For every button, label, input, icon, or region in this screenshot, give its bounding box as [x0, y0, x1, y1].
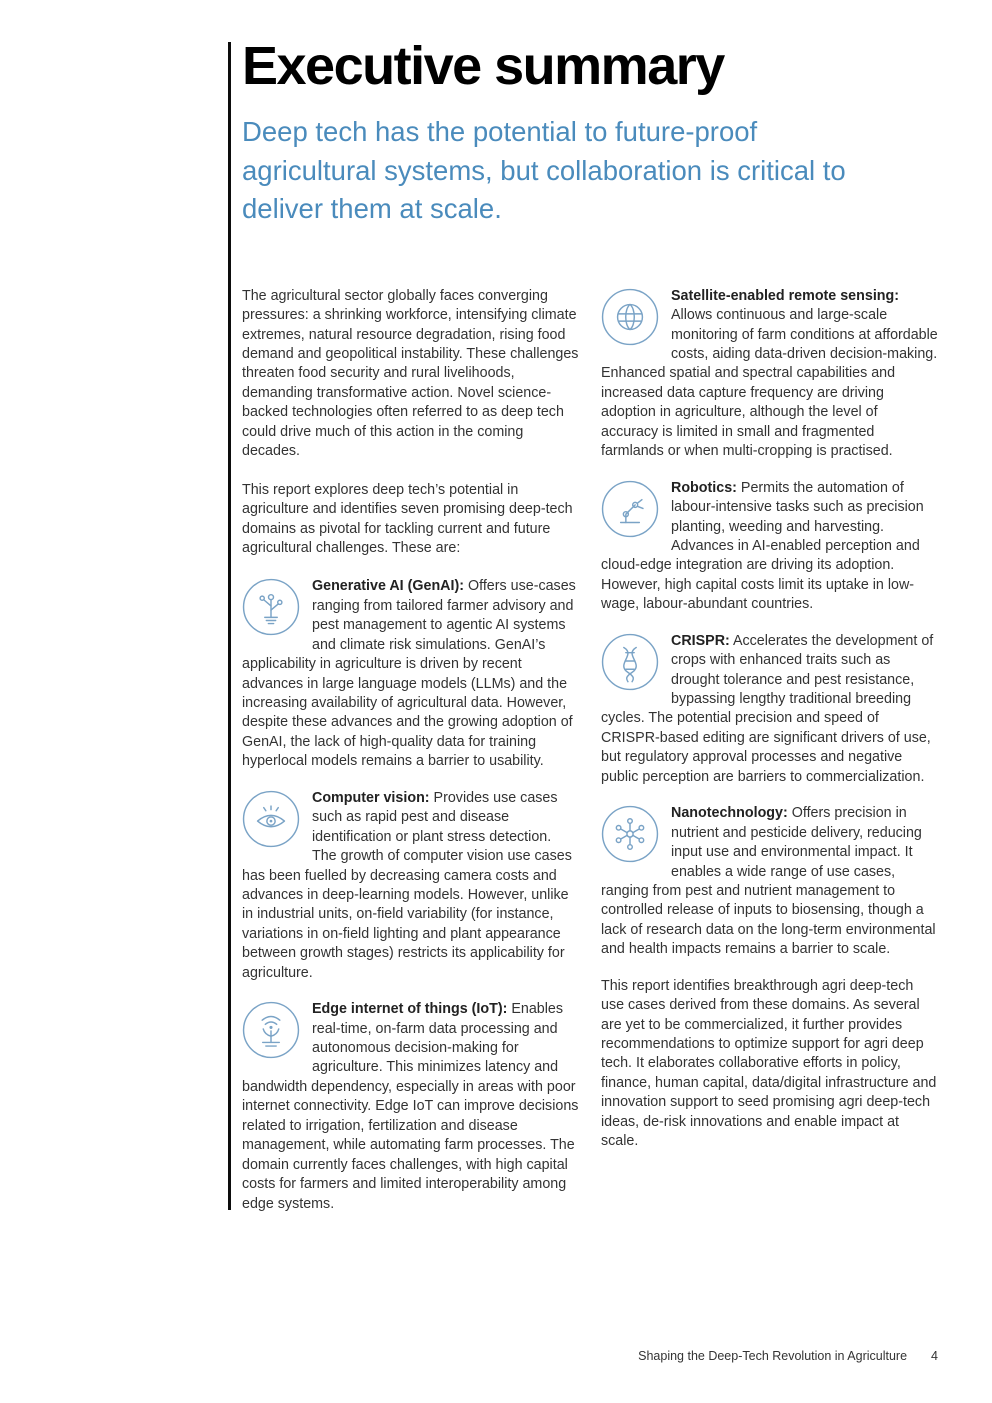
satellite-remote-sensing-icon [601, 288, 659, 346]
section-robotics [601, 479, 938, 615]
intro-paragraph-1: The agricultural sector globally faces converging pressures: a shrinking workforce, intensifying climate extremes, natural resource degradation, rising food demand and geopolitical instability. These challenges threaten food security and rural livelihoods, demanding transformative action. Novel science-backed technologies often referred to as deep tech could drive much of this action in the coming decades. [242, 287, 579, 460]
section-computer-vision-text: Computer vision: Provides use cases such as rapid pest and disease identification or plant stress detection. The growth of computer vision use cases has been fuelled by decreasing camera costs and advances in deep-learning models. However, unlike in industrial units, on-field variability (for instance, variations in on-field lighting and plant appearance between growth stages) restricts its applicability for agriculture. [242, 789, 572, 981]
page-subtitle: Deep tech has the potential to future-proof agricultural systems, but collaboration is critical to deliver them at scale. [242, 116, 846, 225]
left-column [242, 287, 579, 1231]
section-nanotechnology-label: Nanotechnology: [671, 805, 788, 822]
footer-report-title: Shaping the Deep-Tech Revolution in Agriculture [638, 1349, 908, 1363]
two-column-body [242, 287, 938, 1231]
page-title: Executive summary [242, 36, 724, 96]
section-computer-vision-label: Computer vision: [312, 789, 430, 806]
section-satellite-label: Satellite-enabled remote sensing: [671, 287, 900, 304]
page-footer [242, 1349, 938, 1363]
intro-paragraph-2: This report explores deep tech’s potential in agriculture and identifies seven promising deep-tech domains as pivotal for tackling current and future agricultural challenges. These are: [242, 481, 573, 556]
section-satellite-text: Satellite-enabled remote sensing: Allows continuous and large-scale monitoring of farm conditions at affordable costs, aiding data-driven decision-making. Enhanced spatial and spectral capabilities and increased data capture frequency are driving adoption in agriculture, although the level of accuracy is limited in small and fragmented farmlands or when multi-cropping is practised. [601, 287, 938, 460]
section-satellite [601, 287, 938, 462]
crispr-icon [601, 633, 659, 691]
title-vertical-rule [228, 42, 231, 1210]
section-edge-iot-text: Edge internet of things (IoT): Enables real-time, on-farm data processing and autonomous decision-making for agriculture. This minimizes latency and bandwidth dependency, especially in areas with poor internet connectivity. Edge IoT can improve decisions related to irrigation, fertilization and disease management, while automating farm processes. The domain currently faces challenges, with high capital costs for farmers and limited interoperability among edge systems. [242, 1001, 579, 1212]
section-crispr-text: CRISPR: Accelerates the development of crops with enhanced traits such as drought tolerance and pest resistance, bypassing lengthy traditional breeding cycles. The potential precision and speed of CRISPR-based editing are significant drivers of use, but regulatory approval processes and negative public perception are barriers to commercialization. [601, 632, 934, 785]
page-content [242, 38, 938, 1231]
section-crispr [601, 632, 938, 788]
right-column [601, 287, 938, 1231]
nanotechnology-icon [601, 805, 659, 863]
closing-paragraph: This report identifies breakthrough agri deep-tech use cases derived from these domains. As several are yet to be commercialized, it further provides recommendations to optimize support for agri deep tech. It elaborates collaborative efforts in policy, finance, human capital, data/digital infrastructure and innovation support to seed promising agri deep-tech ideas, de-risk innovations and enable impact at scale. [601, 977, 937, 1150]
section-edge-iot [242, 1000, 579, 1214]
section-genai [242, 577, 579, 771]
section-robotics-text: Robotics: Permits the automation of labour-intensive tasks such as precision planting, weeding and harvesting. Advances in AI-enabled perception and cloud-edge integration are driving its adoption. However, high capital costs limit its uptake in low-wage, labour-abundant countries. [601, 479, 924, 613]
edge-iot-icon [242, 1001, 300, 1059]
robotics-icon [601, 480, 659, 538]
section-computer-vision [242, 789, 579, 983]
section-nanotechnology [601, 804, 938, 960]
section-genai-label: Generative AI (GenAI): [312, 578, 465, 595]
section-robotics-label: Robotics: [671, 479, 737, 496]
section-edge-iot-label: Edge internet of things (IoT): [312, 1001, 508, 1018]
computer-vision-icon [242, 790, 300, 848]
section-nanotechnology-text: Nanotechnology: Offers precision in nutrient and pesticide delivery, reducing input use and environmental impact. It enables a wide range of use cases, ranging from pest and nutrient management to controlled release of inputs to biosensing, though a lack of research data on the long-term environmental and health impacts remains a barrier to scale. [601, 805, 936, 958]
section-genai-text: Generative AI (GenAI): Offers use-cases ranging from tailored farmer advisory and pest management to agentic AI systems and climate risk simulations. GenAI’s applicability in agriculture is driven by recent advances in large language models (LLMs) and the increasing availability of agricultural data. However, despite these advances and the growing adoption of GenAI, the lack of high-quality data for training hyperlocal models remains a barrier to usability. [242, 578, 576, 770]
footer-page-number: 4 [931, 1349, 938, 1363]
genai-icon [242, 578, 300, 636]
section-crispr-label: CRISPR: [671, 632, 730, 649]
